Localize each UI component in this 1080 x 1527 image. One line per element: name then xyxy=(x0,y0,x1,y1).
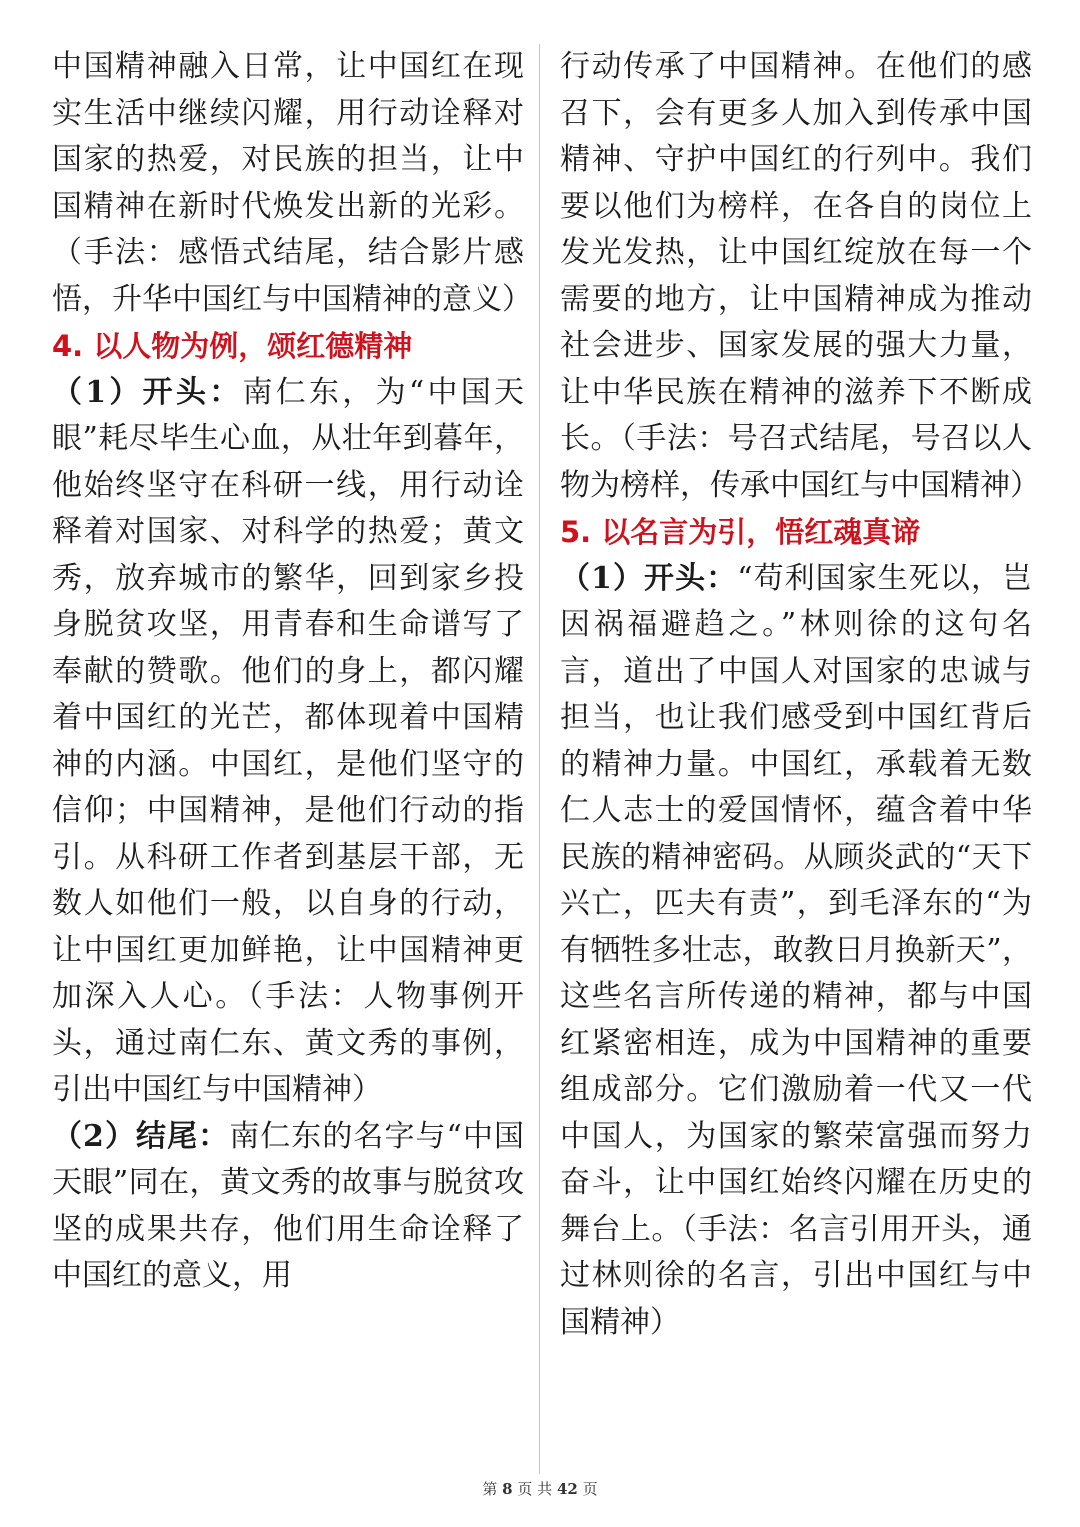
page-footer xyxy=(0,1478,1080,1499)
opening-text: “苟利国家生死以，岂因祸福避趋之。”林则徐的这句名言，道出了中国人对国家的忠诚与担当，也让我们感受到中国红背后的精神力量。中国红，承载着无数仁人志士的爱国情怀，蕴含着中华民族的精神密码。从顾炎武的“天下兴亡，匹夫有责”，到毛泽东的“为有牺牲多壮志，敢教日月换新天”，这些名言所传递的精神，都与中国红紧密相连，成为中国精神的重要组成部分。它们激励着一代又一代中国人，为国家的繁荣富强而努力奋斗，让中国红始终闪耀在历史的舞台上。（手法：名言引用开头，通过林则徐的名言，引出中国红与中国精神） xyxy=(560,560,1032,1340)
footer-middle: 页 共 xyxy=(517,1480,553,1498)
section-5-opening-paragraph xyxy=(560,556,1032,1347)
left-column xyxy=(52,44,532,1300)
current-page-number: 8 xyxy=(502,1480,513,1498)
total-page-count: 42 xyxy=(556,1480,578,1498)
right-column xyxy=(560,44,1040,1346)
opening-text: 南仁东，为“中国天眼”耗尽毕生心血，从壮年到暮年，他始终坚守在科研一线，用行动诠释着对国家、对科学的热爱；黄文秀，放弃城市的繁华，回到家乡投身脱贫攻坚，用青春和生命谱写了奉献的赞歌。他们的身上，都闪耀着中国红的光芒，都体现着中国精神的内涵。中国红，是他们坚守的信仰；中国精神，是他们行动的指引。从科研工作者到基层干部，无数人如他们一般，以自身的行动，让中国红更加鲜艳，让中国精神更加深入人心。（手法：人物事例开头，通过南仁东、黄文秀的事例，引出中国红与中国精神） xyxy=(52,374,524,1107)
ending-text: 南仁东的名字与“中国天眼”同在，黄文秀的故事与脱贫攻坚的成果共存，他们用生命诠释了中国红的意义，用 xyxy=(52,1118,524,1293)
section-4-opening-paragraph xyxy=(52,370,524,1114)
footer-prefix: 第 xyxy=(482,1480,498,1498)
opening-label: （1）开头： xyxy=(560,560,738,596)
ending-label: （2）结尾： xyxy=(52,1118,230,1154)
section-5-heading: 5. 以名言为引，悟红魂真谛 xyxy=(560,515,921,549)
section-4-heading: 4. 以人物为例，颂红德精神 xyxy=(52,329,413,363)
opening-label: （1）开头： xyxy=(52,374,243,410)
intro-paragraph: 中国精神融入日常，让中国红在现实生活中继续闪耀，用行动诠释对国家的热爱，对民族的担当，让中国精神在新时代焕发出新的光彩。（手法：感悟式结尾，结合影片感悟，升华中国红与中国精神的意义） xyxy=(52,49,532,317)
continued-paragraph: 行动传承了中国精神。在他们的感召下，会有更多人加入到传承中国精神、守护中国红的行列中。我们要以他们为榜样，在各自的岗位上发光发热，让中国红绽放在每一个需要的地方，让中国精神成为推动社会进步、国家发展的强大力量，让中华民族在精神的滋养下不断成长。（手法：号召式结尾，号召以人物为榜样，传承中国红与中国精神） xyxy=(560,49,1040,503)
column-divider xyxy=(539,44,540,1474)
footer-suffix: 页 xyxy=(582,1480,598,1498)
section-4-ending-paragraph xyxy=(52,1114,524,1300)
